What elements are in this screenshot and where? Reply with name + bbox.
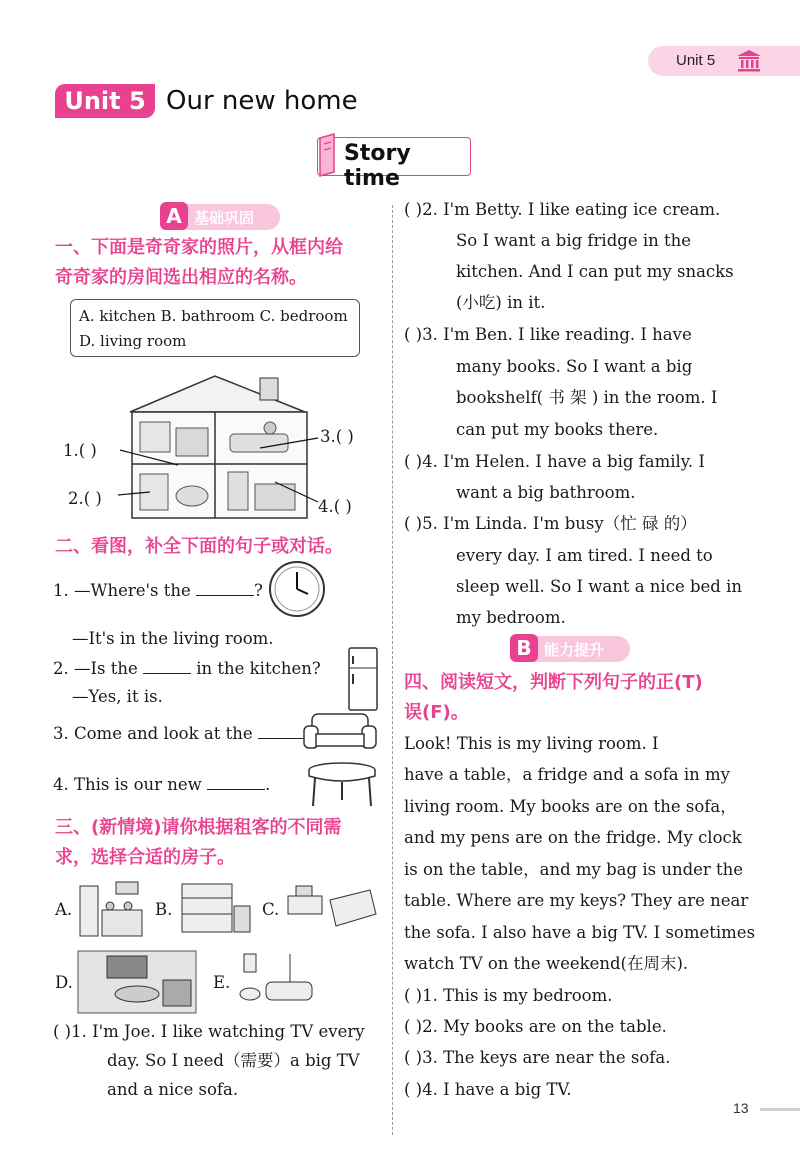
unit-tag-label: Unit 5 xyxy=(676,52,716,69)
q1-heading-1: 一、下面是奇奇家的照片，从框内给 xyxy=(55,237,343,258)
q2-s4-blank[interactable] xyxy=(207,775,265,790)
house-label-4[interactable]: 4.( ) xyxy=(318,497,352,516)
q3-item5-line3: sleep well. So I want a nice bed in xyxy=(456,577,742,596)
q3-item4-line2: want a big bathroom. xyxy=(456,483,636,502)
pic-label-e: E. xyxy=(213,973,231,992)
q3-item5-line1: ( )5. I'm Linda. I'm busy（忙 碌 的） xyxy=(404,514,697,533)
q2-s4 xyxy=(53,774,270,796)
passage-line-3: living room. My books are on the sofa， xyxy=(404,797,737,816)
q3-item4-line1: ( )4. I'm Helen. I have a big family. I xyxy=(404,452,705,471)
passage-line-6: table. Where are my keys? They are near xyxy=(404,891,749,910)
q4-item-4: ( )4. I have a big TV. xyxy=(404,1080,572,1099)
section-b-text: 能力提升 xyxy=(544,641,605,659)
q4-heading-1: 四、阅读短文，判断下列句子的正(T) xyxy=(404,672,703,693)
q3-item1-line1: ( )1. I'm Joe. I like watching TV every xyxy=(53,1022,365,1041)
q4-heading-2: 误(F)。 xyxy=(404,702,469,723)
q2-s4-end: . xyxy=(265,775,271,794)
table-picture xyxy=(305,760,379,810)
q2-s1-answer: —It's in the living room. xyxy=(72,629,274,648)
story-time-box xyxy=(317,137,471,191)
q4-item-3: ( )3. The keys are near the sofa. xyxy=(404,1048,671,1067)
column-divider xyxy=(392,205,393,1135)
q3-item2-line1: ( )2. I'm Betty. I like eating ice cream. xyxy=(404,200,721,219)
picture-b-bookshelf xyxy=(178,880,254,938)
unit-tag xyxy=(648,46,800,76)
pic-label-b: B. xyxy=(155,900,173,919)
q2-s2 xyxy=(53,658,321,680)
story-time-label: Story time xyxy=(344,141,411,191)
section-a-badge xyxy=(160,204,280,230)
q3-heading-1: 三、(新情境)请你根据租客的不同需 xyxy=(55,817,342,838)
page-bar xyxy=(760,1108,800,1111)
q2-s1-text: 1. —Where's the xyxy=(53,581,191,600)
q3-item3-line2: many books. So I want a big xyxy=(456,357,693,376)
q1-heading-2: 奇奇家的房间选出相应的名称。 xyxy=(55,267,307,288)
pic-label-a: A. xyxy=(55,900,73,919)
unit-title: Our new home xyxy=(166,86,358,116)
options-box xyxy=(70,299,360,357)
passage-line-2: have a table，a fridge and a sofa in my xyxy=(404,765,730,784)
picture-d-living-room xyxy=(77,950,197,1014)
q3-item2-line3: kitchen. And I can put my snacks xyxy=(456,262,734,281)
pic-label-c: C. xyxy=(262,900,280,919)
q3-item2-line2: So I want a big fridge in the xyxy=(456,231,692,250)
q3-item5-line4: my bedroom. xyxy=(456,608,566,627)
fridge-picture xyxy=(346,646,380,712)
clock-picture xyxy=(268,560,326,618)
q3-item2-line4: (小吃) in it. xyxy=(456,293,546,312)
picture-e-bathroom xyxy=(236,948,316,1012)
picture-a-kitchen xyxy=(76,876,146,940)
q3-item5-line2: every day. I am tired. I need to xyxy=(456,546,713,565)
q2-s1 xyxy=(53,580,263,602)
passage-line-4: and my pens are on the fridge. My clock xyxy=(404,828,742,847)
q4-item-2: ( )2. My books are on the table. xyxy=(404,1017,667,1036)
q2-s2-end: in the kitchen? xyxy=(196,659,321,678)
q2-s1-end: ? xyxy=(254,581,263,600)
passage-line-5: is on the table，and my bag is under the xyxy=(404,860,744,879)
section-a-letter: A xyxy=(160,202,188,230)
options-line-2: D. living room xyxy=(79,332,187,350)
q2-s2-text: 2. —Is the xyxy=(53,659,138,678)
q3-item1-line2: day. So I need（需要）a big TV xyxy=(107,1051,360,1070)
pic-label-d: D. xyxy=(55,973,73,992)
q2-s2-answer: —Yes, it is. xyxy=(72,687,163,706)
section-a-text: 基础巩固 xyxy=(194,209,255,227)
q3-item1-line3: and a nice sofa. xyxy=(107,1080,239,1099)
q3-item3-line1: ( )3. I'm Ben. I like reading. I have xyxy=(404,325,692,344)
house-label-2[interactable]: 2.( ) xyxy=(68,489,102,508)
q3-item3-line3: bookshelf( 书 架 ) in the room. I xyxy=(456,388,718,407)
q4-item-1: ( )1. This is my bedroom. xyxy=(404,986,613,1005)
q2-s4-text: 4. This is our new xyxy=(53,775,202,794)
options-line-1: A. kitchen B. bathroom C. bedroom xyxy=(79,307,348,325)
q3-heading-2: 求，选择合适的房子。 xyxy=(55,847,235,868)
passage-line-1: Look! This is my living room. I xyxy=(404,734,659,753)
section-b-badge xyxy=(510,636,630,662)
q2-heading: 二、看图，补全下面的句子或对话。 xyxy=(55,536,343,557)
house-label-3[interactable]: 3.( ) xyxy=(320,427,354,446)
q3-item3-line4: can put my books there. xyxy=(456,420,659,439)
passage-line-7: the sofa. I also have a big TV. I sometimes xyxy=(404,923,756,942)
sofa-picture xyxy=(300,710,380,756)
label-arrows xyxy=(80,420,330,515)
section-b-letter: B xyxy=(510,634,538,662)
q2-s1-blank[interactable] xyxy=(196,581,254,596)
unit-badge: Unit 5 xyxy=(55,84,155,118)
book-icon xyxy=(316,132,340,178)
q2-s3 xyxy=(53,723,315,745)
house-label-1[interactable]: 1.( ) xyxy=(63,441,97,460)
q2-s3-text: 3. Come and look at the xyxy=(53,724,253,743)
q2-s2-blank[interactable] xyxy=(143,659,191,674)
passage-line-8: watch TV on the weekend(在周末). xyxy=(404,954,689,973)
building-icon xyxy=(736,49,762,73)
picture-c-bedroom xyxy=(284,880,380,936)
page-number: 13 xyxy=(733,1100,749,1116)
